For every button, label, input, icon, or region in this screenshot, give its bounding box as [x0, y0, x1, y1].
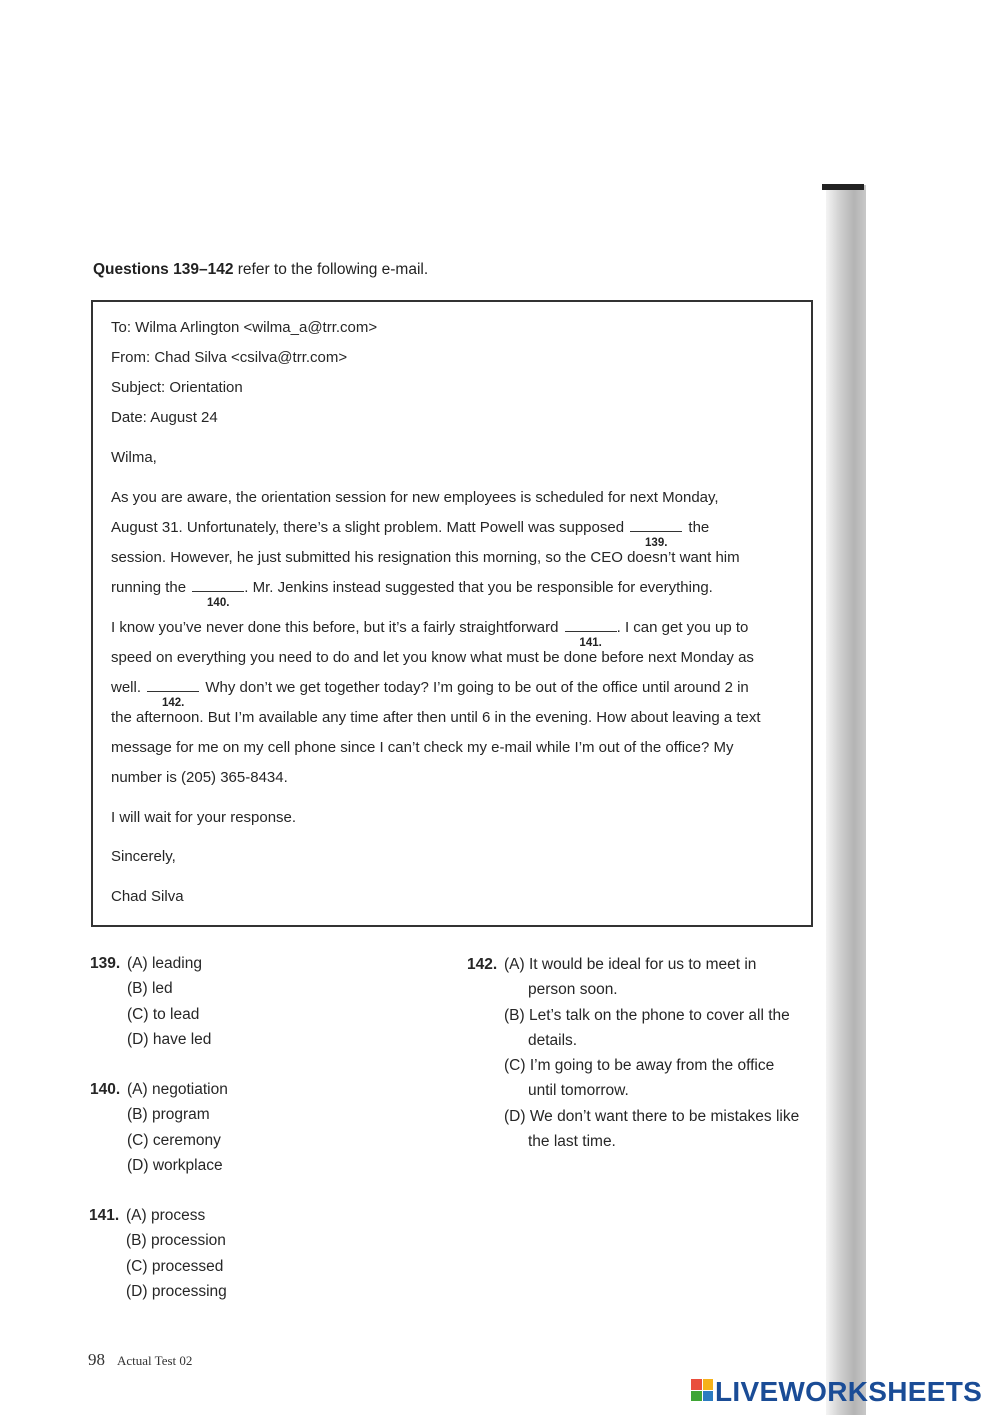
page-edge [822, 184, 864, 190]
blank-number: 142. [161, 697, 185, 709]
option-text: (D) We don’t want there to be mistakes like [504, 1107, 800, 1125]
question-number: 142. [467, 956, 498, 973]
blank-141[interactable] [565, 619, 617, 649]
blank-140[interactable] [192, 579, 244, 609]
email-subject: Subject: Orientation [111, 379, 243, 396]
option-c[interactable] [504, 1053, 799, 1104]
email-closing: Sincerely, [111, 848, 176, 865]
option-c[interactable]: (C) ceremony [127, 1131, 221, 1149]
email-date: Date: August 24 [111, 409, 218, 426]
email-body-line: speed on everything you need to do and let you know what must be done before next Monday as [111, 649, 754, 666]
option-text: (A) It would be ideal for us to meet in [504, 956, 757, 973]
email-body-line: the afternoon. But I’m available any time after then until 6 in the evening. How about leaving a text [111, 709, 761, 726]
page-binding-shadow [826, 185, 866, 1415]
question-number: 139. [90, 955, 121, 972]
email-wait: I will wait for your response. [111, 809, 297, 826]
questions-intro: Questions 139–142 refer to the following e-mail. [93, 261, 429, 278]
option-a[interactable]: (A) negotiation [127, 1081, 228, 1098]
question-141 [89, 1203, 227, 1304]
blank-139[interactable] [630, 519, 682, 549]
option-a[interactable]: (A) leading [127, 955, 202, 972]
option-a[interactable]: (A) process [126, 1207, 206, 1224]
page-footer [88, 1350, 192, 1370]
option-text: person soon. [528, 981, 618, 999]
option-b[interactable]: (B) led [127, 980, 173, 998]
blank-number: 140. [207, 597, 230, 609]
option-b[interactable]: (B) program [127, 1106, 210, 1124]
liveworksheets-logo-icon [691, 1379, 713, 1401]
blank-number: 139. [645, 537, 668, 549]
option-d[interactable]: (D) have led [127, 1030, 212, 1048]
option-text: (B) Let’s talk on the phone to cover all the [504, 1006, 790, 1024]
blank-number: 141. [579, 637, 602, 649]
question-number: 140. [90, 1081, 121, 1098]
footer-title: Actual Test 02 [117, 1353, 193, 1368]
option-text: the last time. [528, 1133, 616, 1151]
email-body-line: August 31. Unfortunately, there’s a slight problem. Matt Powell was supposed 139. the [111, 518, 709, 538]
option-text: details. [528, 1031, 578, 1049]
question-142 [467, 952, 799, 1154]
page-number: 98 [88, 1350, 105, 1369]
email-body-line: number is (205) 365-8434. [111, 769, 288, 786]
question-number: 141. [89, 1207, 120, 1224]
option-b[interactable] [504, 1003, 799, 1054]
email-to: To: Wilma Arlington <wilma_a@trr.com> [111, 319, 378, 336]
question-139 [90, 951, 211, 1052]
email-body-line: I know you’ve never done this before, but it’s a fairly straightforward 141. . I can get you up to [111, 618, 748, 638]
option-text: (C) I’m going to be away from the office [504, 1057, 775, 1075]
option-a[interactable] [504, 952, 799, 1003]
option-d[interactable]: (D) processing [126, 1282, 227, 1300]
email-body-line: well. 142. Why don’t we get together today? I’m going to be out of the office until around 2 in [111, 678, 749, 698]
option-d[interactable] [504, 1104, 799, 1155]
email-signature: Chad Silva [111, 888, 184, 905]
option-c[interactable]: (C) to lead [127, 1005, 200, 1023]
email-body-line: message for me on my cell phone since I can’t check my e-mail while I’m out of the office? My [111, 739, 734, 756]
option-c[interactable]: (C) processed [126, 1257, 224, 1275]
email-body-line: As you are aware, the orientation session for new employees is scheduled for next Monday, [111, 489, 719, 506]
email-body-line: session. However, he just submitted his resignation this morning, so the CEO doesn’t want him [111, 549, 740, 566]
blank-142[interactable] [147, 679, 199, 709]
email-greeting: Wilma, [111, 449, 157, 466]
option-text: until tomorrow. [528, 1082, 629, 1100]
option-d[interactable]: (D) workplace [127, 1156, 223, 1174]
email-from: From: Chad Silva <csilva@trr.com> [111, 349, 348, 366]
email-body-line: running the 140. . Mr. Jenkins instead suggested that you be responsible for everything. [111, 578, 713, 598]
logo-text: LIVEWORKSHEETS [715, 1376, 983, 1407]
question-140 [90, 1077, 228, 1178]
option-b[interactable]: (B) procession [126, 1232, 226, 1250]
